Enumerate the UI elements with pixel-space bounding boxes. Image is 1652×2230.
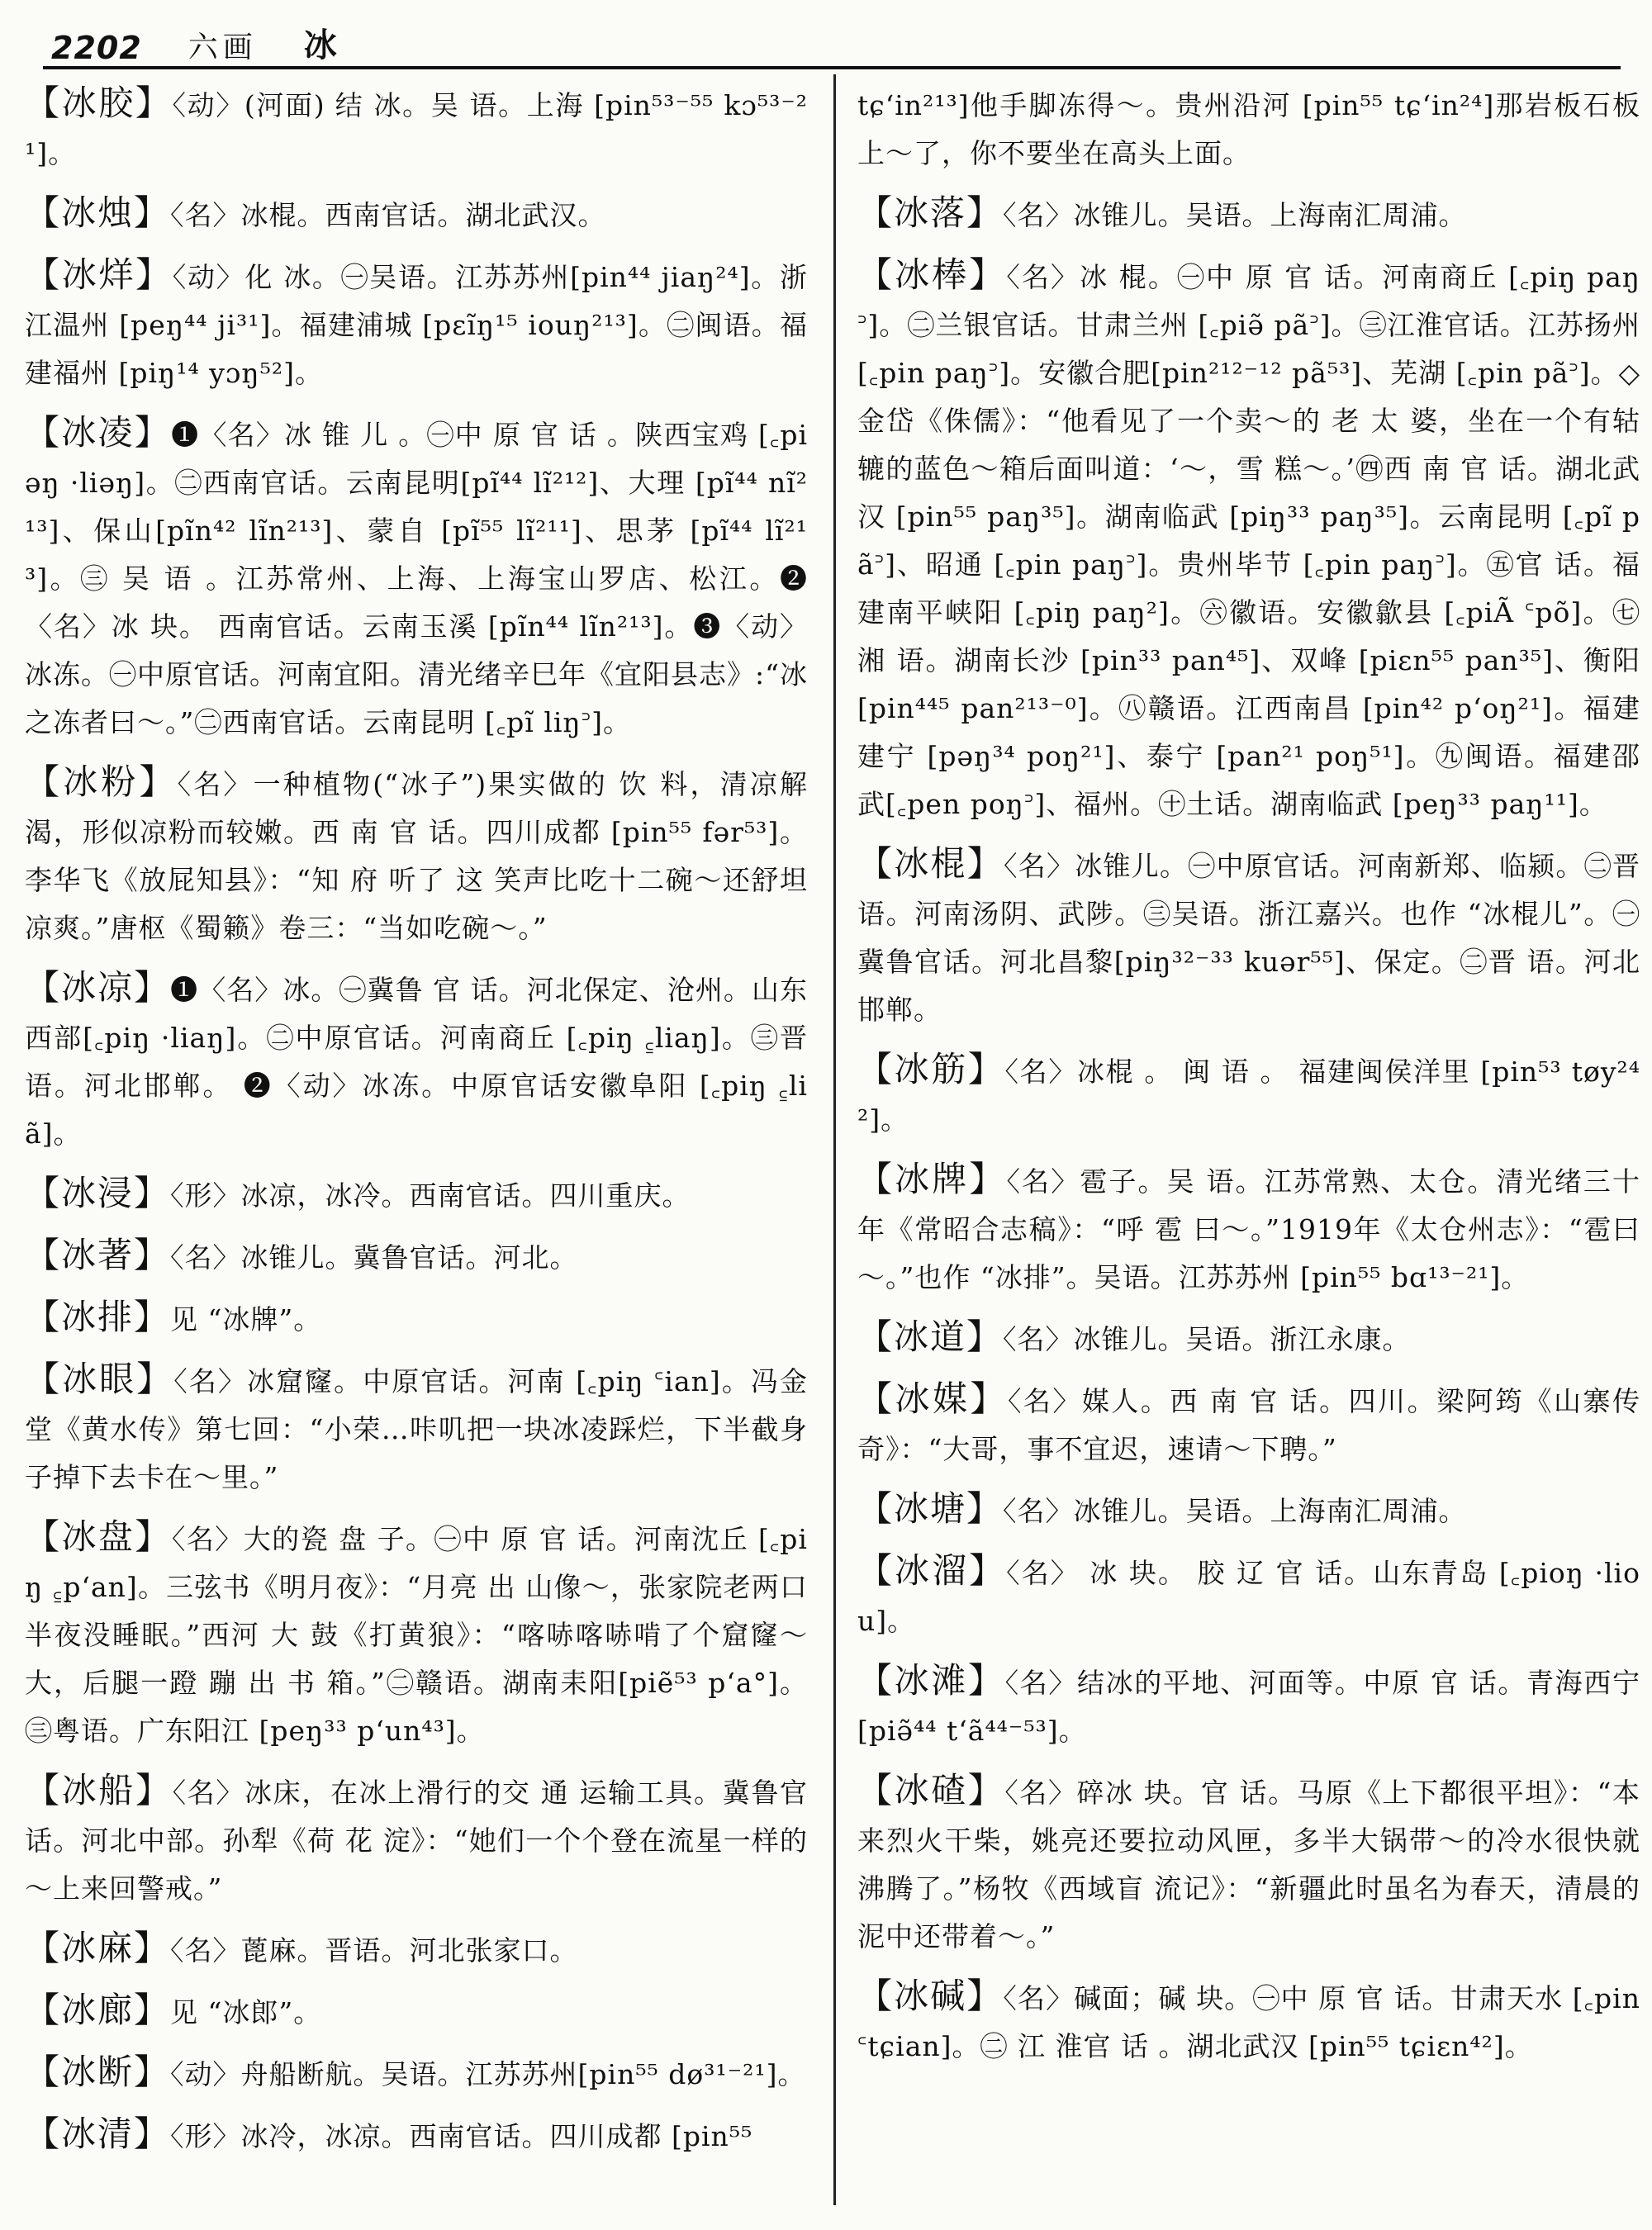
entry-headword: 【冰粉】 [25,762,178,802]
entry-headword: 【冰眼】 [25,1359,174,1399]
dictionary-entry [25,1767,808,1913]
entry-definition: 见 “冰郎”。 [170,1996,322,2028]
entry-definition: 〈名〉大的瓷 盘 子。㊀中 原 官 话。河南沈丘 [꜀piŋ ꜁p‘an]。三弦书《明月夜》：“月亮 出 山像～，张家院老两口半夜没睡眠。”西河 大 鼓《打黄狼》：“喀哧喀哧啃了个窟窿～大，后腿一蹬 蹦 出 书 箱。”㊁赣语。湖南耒阳[piẽ⁵³ p‘a°]。㊂粤语。广东阳江 [peŋ³³ p‘un⁴³]。 [25,1523,808,1747]
entry-headword: 【冰凉】 [25,967,171,1008]
entry-definition: 〈名〉冰锥儿。吴语。浙江永康。 [1003,1323,1411,1355]
entry-headword: 【冰牌】 [857,1159,1007,1199]
entry-definition: 〈名〉蓖麻。晋语。河北张家口。 [170,1934,578,1967]
dictionary-entry [25,2110,808,2161]
entry-definition: 〈动〉化 冰。㊀吴语。江苏苏州[pin⁴⁴ jiaŋ²⁴]。浙江温州 [peŋ⁴⁴ ji³¹]。福建浦城 [pɛĩŋ¹⁵ iouŋ²¹³]。㊁闽语。福建福州 [piŋ¹⁴ yɔŋ⁵²]。 [25,261,808,389]
entry-headword: 【冰棍】 [857,843,1004,884]
header-rule [43,66,1621,69]
entry-headword: 【冰塘】 [857,1488,1004,1529]
entry-headword: 【冰著】 [25,1235,171,1275]
page-header [51,18,1612,66]
dictionary-entry [857,1375,1640,1473]
dictionary-entry [25,1513,808,1755]
dictionary-entry [857,1046,1640,1144]
dictionary-entry [25,758,808,952]
entry-definition: 〈形〉冰冷，冰凉。西南官话。四川成都 [pin⁵⁵ [170,2120,753,2152]
dictionary-entry [857,1657,1640,1755]
entry-definition: 〈名〉冰锥儿。吴语。上海南汇周浦。 [1003,1495,1467,1527]
entry-headword: 【冰凌】 [25,412,172,453]
entry-headword: 【冰清】 [25,2114,171,2154]
entry-definition: 见 “冰牌”。 [170,1303,322,1336]
dictionary-entry [857,189,1640,240]
dictionary-entry [25,1293,808,1344]
dictionary-entry [25,409,808,747]
dictionary-entry [25,251,808,397]
entry-definition: 〈动〉(河面) 结 冰。吴 语。上海 [pin⁵³⁻⁵⁵ kɔ⁵³⁻²¹]。 [25,89,808,169]
entry-headword: 【冰浸】 [25,1173,171,1213]
dictionary-entry [857,840,1640,1034]
right-column [857,79,1640,2210]
entry-definition: 〈形〉冰凉，冰冷。西南官话。四川重庆。 [170,1179,691,1212]
entry-definition: 〈名〉冰窟窿。中原官话。河南 [꜀piŋ ꜂ian]。冯金堂《黄水传》第七回：“小荣…咔叽把一块冰凌踩烂，下半截身子掉下去卡在～里。” [25,1365,808,1493]
entry-definition: 〈名〉冰锥儿。㊀中原官话。河南新郑、临颍。㊁晋语。河南汤阴、武陟。㊂吴语。浙江嘉兴。也作 “冰棍儿”。㊀冀鲁官话。河北昌黎[piŋ³²⁻³³ kuər⁵⁵]、保定。㊁晋 语。河北邯郸。 [857,850,1640,1026]
dictionary-entry [25,964,808,1158]
entry-definition: ❶〈名〉冰。㊀冀鲁 官 话。河北保定、沧州。山东西部[꜀piŋ ·liaŋ]。㊁中原官话。河南商丘 [꜀piŋ ꜁liaŋ]。㊂晋语。河北邯郸。 ❷〈动〉冰冻。中原官话安徽阜阳 [꜀piŋ ꜁liã]。 [25,974,808,1150]
entry-definition: 〈名〉冰床，在冰上滑行的交 通 运输工具。冀鲁官话。河北中部。孙犁《荷 花 淀》：“她们一个个登在流星一样的～上来回警戒。” [25,1777,808,1905]
entry-definition: ❶〈名〉冰 锥 儿 。㊀中 原 官 话 。陕西宝鸡 [꜀piəŋ ·liəŋ]。㊁西南官话。云南昆明[pĩ⁴⁴ lĩ²¹²]、大理 [pĩ⁴⁴ nĩ²¹³]、保山[pĩn⁴² lĩn²¹³]、蒙自 [pĩ⁵⁵ lĩ²¹¹]、思茅 [pĩ⁴⁴ lĩ²¹³]。㊂ 吴 语 。江苏常州、上海、上海宝山罗店、松江。❷〈名〉冰 块。 西南官话。云南玉溪 [pĩn⁴⁴ lĩn²¹³]。❸〈动〉冰冻。㊀中原官话。河南宜阳。清光绪辛巳年《宜阳县志》:“冰之冻者曰～。”㊁西南官话。云南昆明 [꜀pĩ liŋ꜄]。 [25,419,808,738]
entry-definition: 〈名〉冰棍。西南官话。湖北武汉。 [170,199,606,231]
page-number: 2202 [51,30,142,66]
left-column [25,79,808,2210]
dictionary-entry [857,1155,1640,1302]
entry-headword: 【冰烛】 [25,192,171,233]
entry-headword: 【冰溜】 [857,1550,1007,1591]
entry-headword: 【冰排】 [25,1297,171,1337]
entry-headword: 【冰棒】 [857,254,1007,295]
entry-definition: 〈名〉冰锥儿。吴语。上海南汇周浦。 [1003,199,1467,231]
dictionary-entry-continued [857,79,1640,178]
entry-headword: 【冰断】 [25,2052,171,2092]
entry-definition: 〈名〉碎冰 块。官 话。马原《上下都很平坦》：“本来烈火干柴，姚亮还要拉动风匣，多半大锅带～的冷水很快就沸腾了。”杨牧《西域盲 流记》：“新疆此时虽名为春天，清晨的泥中还带着～。” [857,1777,1640,1952]
entry-headword: 【冰筋】 [857,1049,1005,1089]
entry-headword: 【冰盘】 [25,1516,172,1557]
entry-definition: 〈动〉舟船断航。吴语。江苏苏州[pin⁵⁵ dø³¹⁻²¹]。 [170,2058,806,2090]
entry-definition: 〈名〉结冰的平地、河面等。中原 官 话。青海西宁 [piə̃⁴⁴ t‘ã⁴⁴⁻⁵³]。 [857,1667,1640,1747]
entry-headword: 【冰烊】 [25,254,173,295]
entry-definition: tɕ‘in²¹³]他手脚冻得～。贵州沿河 [pin⁵⁵ tɕ‘in²⁴]那岩板石板上～了，你不要坐在高头上面。 [857,89,1640,169]
dictionary-entry [25,1170,808,1220]
entry-headword: 【冰道】 [857,1317,1004,1357]
dictionary-entry [857,1313,1640,1364]
dictionary-entry [857,1767,1640,1961]
section-label: 六画 [188,31,258,64]
dictionary-entry [25,1355,808,1502]
dictionary-entry [25,1986,808,2037]
entry-definition: 〈名〉雹子。吴 语。江苏常熟、太仓。清光绪三十年《常昭合志稿》：“呼 雹 曰～。”1919年《太仓州志》：“雹曰～。”也作 “冰排”。吴语。江苏苏州 [pin⁵⁵ bɑ¹³⁻²¹]。 [857,1165,1640,1293]
dictionary-entry [25,1231,808,1282]
dictionary-entry [857,1485,1640,1535]
dictionary-entry [857,251,1640,828]
dictionary-entry [25,2048,808,2099]
entry-definition: 〈名〉冰锥儿。冀鲁官话。河北。 [170,1241,578,1274]
entry-definition: 〈名〉媒人。西 南 官 话。四川。梁阿筠《山寨传奇》：“大哥，事不宜迟，速请～下聘。” [857,1385,1640,1465]
entry-headword: 【冰胶】 [25,83,173,123]
dictionary-entry [857,1547,1640,1645]
dictionary-entry [857,1972,1640,2071]
entry-headword: 【冰落】 [857,192,1004,233]
entry-headword: 【冰廊】 [25,1990,171,2030]
dictionary-entry [25,79,808,178]
entry-definition: 〈名〉冰 棍。㊀中 原 官 话。河南商丘 [꜀piŋ paŋ꜄]。㊁兰银官话。甘肃兰州 [꜀piə̃ pã꜄]。㊂江淮官话。江苏扬州[꜀pin paŋ꜄]。安徽合肥[pin²¹²⁻¹² pã⁵³]、芜湖 [꜀pin pã꜄]。◇金岱《侏儒》：“他看见了一个卖～的 老 太 婆，坐在一个有轱辘的蓝色～箱后面叫道：‘～，雪 糕～。’㊃西 南 官 话。湖北武汉 [pin⁵⁵ paŋ³⁵]。湖南临武 [piŋ³³ paŋ³⁵]。云南昆明 [꜀pĩ pã꜄]、昭通 [꜀pin paŋ꜄]。贵州毕节 [꜀pin paŋ꜄]。㊄官 话。福建南平峡阳 [꜀piŋ paŋ²]。㊅徽语。安徽歙县 [꜀piÃ ꜂põ]。㊆ 湘 语。湖南长沙 [pin³³ pan⁴⁵]、双峰 [piɛn⁵⁵ pan³⁵]、衡阳 [pin⁴⁴⁵ pan²¹³⁻⁰]。㊇赣语。江西南昌 [pin⁴² p‘oŋ²¹]。福建建宁 [pəŋ³⁴ poŋ²¹]、泰宁 [pan²¹ poŋ⁵¹]。㊈闽语。福建邵武[꜀pen poŋ꜄]、福州。㊉土话。湖南临武 [peŋ³³ paŋ¹¹]。 [857,261,1640,820]
entry-headword: 【冰媒】 [857,1378,1008,1419]
head-character: 冰 [303,26,337,64]
entry-definition: 〈名〉碱面；碱 块。㊀中 原 官 话。甘肃天水 [꜀pin ꜂tɕian]。㊁ 江 淮官 话 。湖北武汉 [pin⁵⁵ tɕiɛn⁴²]。 [857,1982,1640,2062]
entry-headword: 【冰麻】 [25,1928,171,1968]
dictionary-entry [25,1924,808,1975]
entry-headword: 【冰滩】 [857,1660,1005,1701]
entry-definition: 〈名〉冰棍 。 闽 语 。 福建闽侯洋里 [pin⁵³ tøy²⁴²]。 [857,1056,1640,1136]
entry-definition: 〈名〉一种植物(“冰子”)果实做的 饮 料，清凉解渴，形似凉粉而较嫩。西 南 官 话。四川成都 [pin⁵⁵ fər⁵³]。李华飞《放屁知县》：“知 府 听了 这 笑声比吃十二碗～还舒坦凉爽。”唐枢《蜀籁》卷三：“当如吃碗～。” [25,768,808,944]
entry-definition: 〈名〉 冰 块。 胶 辽 官 话。山东青岛 [꜀pioŋ ·liou]。 [857,1557,1640,1637]
dictionary-entry [25,189,808,240]
entry-headword: 【冰船】 [25,1770,173,1810]
entry-headword: 【冰碴】 [857,1770,1005,1810]
entry-headword: 【冰碱】 [857,1976,1004,2016]
column-divider [833,74,836,2205]
